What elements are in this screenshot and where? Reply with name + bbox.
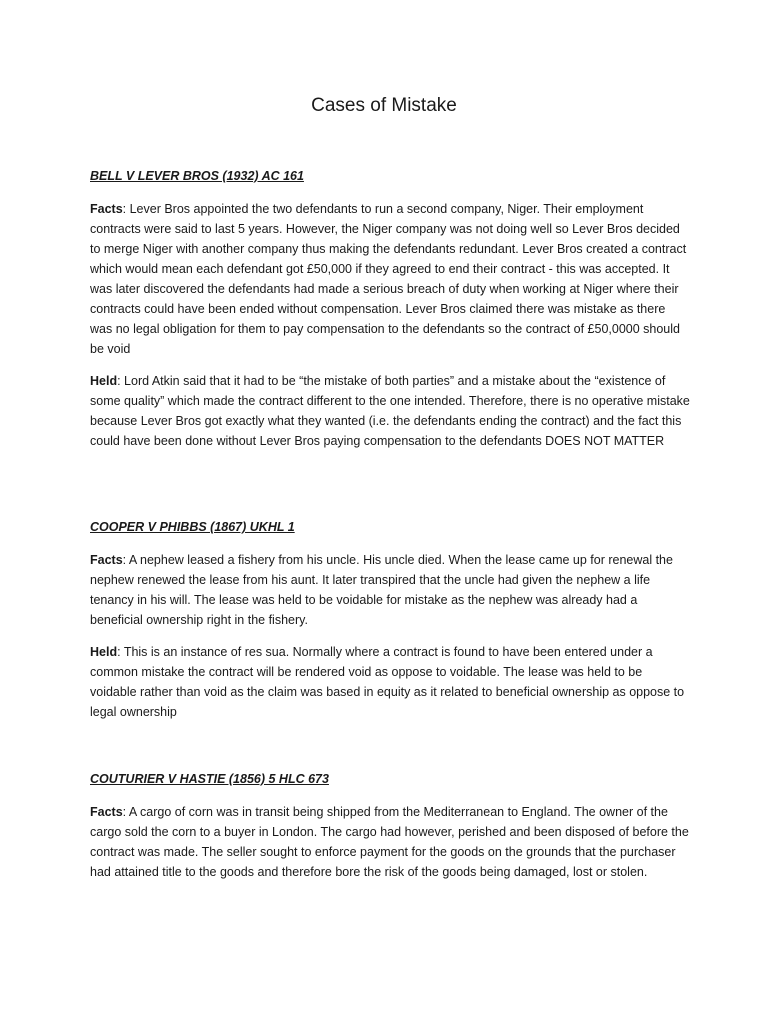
held-text: : Lord Atkin said that it had to be “the mistake of both parties” and a mistake about the “existence of some quality” which made the contract different to the one intended. Therefore, there is no operative mistake because Lever Bros got exactly what they wanted (i.e. the defendants ending the contract) and the fact this could have been done without Lever Bros paying compensation to the defendants DOES NOT MATTER [90,374,690,448]
case-heading: BELL V LEVER BROS (1932) AC 161 [90,169,304,183]
facts-paragraph [90,199,690,359]
facts-text: : A nephew leased a fishery from his uncle. His uncle died. When the lease came up for renewal the nephew renewed the lease from his aunt. It later transpired that the uncle had given the nephew a life tenancy in his will. The lease was held to be voidable for mistake as the nephew was already had a beneficial ownership right in the fishery. [90,553,673,627]
facts-label: Facts [90,805,123,819]
case-section-couturier-v-hastie [90,770,690,882]
held-label: Held [90,374,118,388]
facts-label: Facts [90,553,123,567]
facts-label: Facts [90,202,123,216]
facts-text: : Lever Bros appointed the two defendants to run a second company, Niger. Their employment contracts were said to last 5 years. However, the Niger company was not doing well so Lever Bros decided to merge Niger with another company thus making the defendants redundant. Lever Bros created a contract which would mean each defendant got £50,000 if they agreed to end their contract - this was accepted. It was later discovered the defendants had made a serious breach of duty when working at Niger where their contracts could have been ended without compensation. Lever Bros claimed there was mistake as there was no legal obligation for them to pay compensation to the defendants so the contract of £50,0000 should be void [90,202,687,356]
document-title: Cases of Mistake [311,95,457,116]
facts-paragraph [90,550,690,630]
case-heading: COOPER V PHIBBS (1867) UKHL 1 [90,520,295,534]
case-section-cooper-v-phibbs [90,518,690,722]
facts-paragraph [90,802,690,882]
facts-text: : A cargo of corn was in transit being shipped from the Mediterranean to England. The owner of the cargo sold the corn to a buyer in London. The cargo had however, perished and been disposed of before the contract was made. The seller sought to enforce payment for the goods on the grounds that the purchaser had attained title to the goods and therefore bore the risk of the goods being damaged, lost or stolen. [90,805,689,879]
held-text: : This is an instance of res sua. Normally where a contract is found to have been entered under a common mistake the contract will be rendered void as oppose to voidable. The lease was held to be voidable rather than void as the claim was based in equity as it related to beneficial ownership as oppose to legal ownership [90,645,685,719]
held-paragraph [90,642,690,722]
held-paragraph [90,371,690,451]
case-heading: COUTURIER V HASTIE (1856) 5 HLC 673 [90,772,329,786]
held-label: Held [90,645,118,659]
case-section-bell-v-lever-bros [90,167,690,451]
